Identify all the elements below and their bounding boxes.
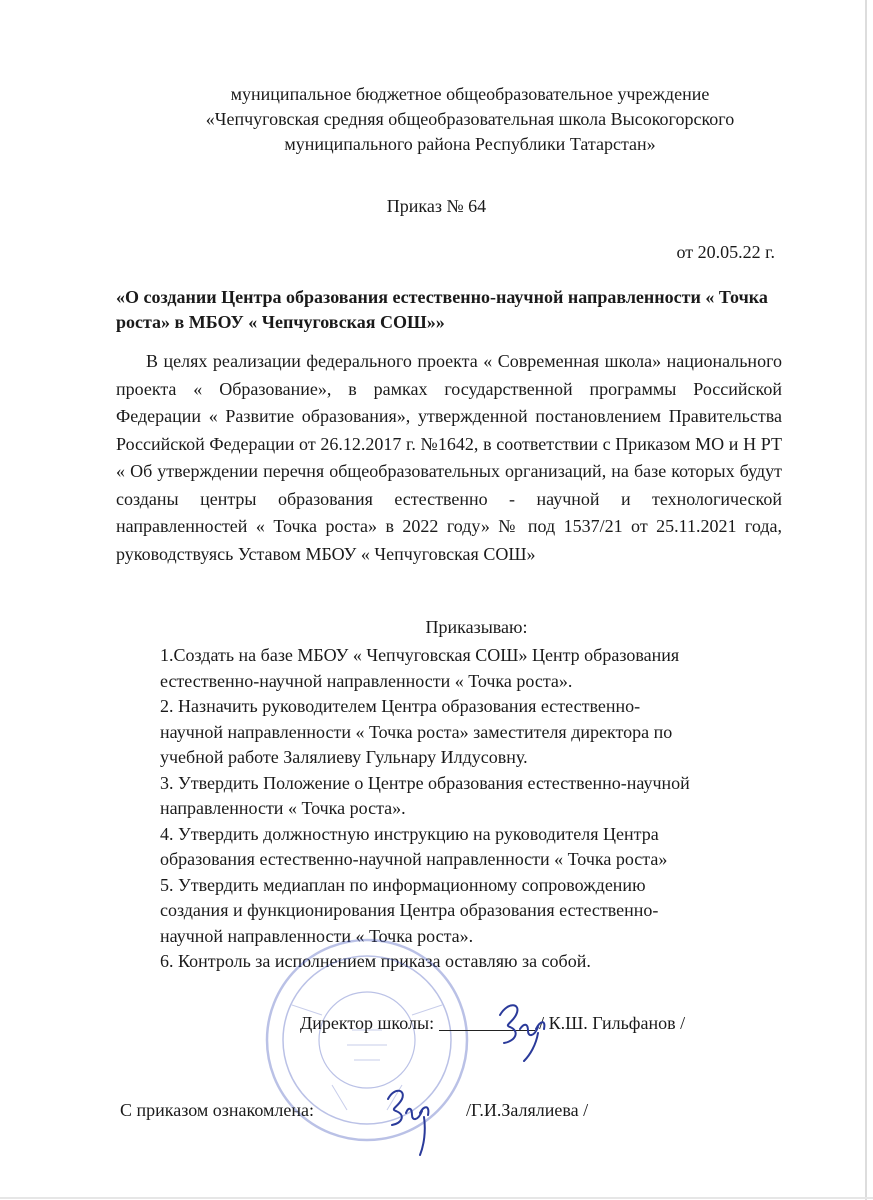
- institution-header: [150, 82, 790, 157]
- order-item-3-line-1: 3. Утвердить Положение о Центре образования естественно-научной: [160, 772, 690, 793]
- order-item-5-line-1: 5. Утвердить медиаплан по информационному сопровождению: [160, 874, 646, 895]
- director-handwritten-signature-icon: [486, 993, 556, 1063]
- order-number: Приказ № 64: [386, 196, 487, 216]
- order-item-5-line-3: научной направленности « Точка роста».: [160, 925, 474, 946]
- acknowledgement-handwritten-signature-icon: [380, 1083, 435, 1158]
- order-title: «О создании Центра образования естественно-научной направленности « Точка роста» в МБОУ « Чепчуговская СОШ»»: [116, 287, 768, 332]
- header-line-1: муниципальное бюджетное общеобразовательное учреждение: [230, 84, 710, 104]
- order-item-6-line-1: 6. Контроль за исполнением приказа оставляю за собой.: [160, 951, 591, 971]
- order-item-3-line-2: направленности « Точка роста».: [160, 798, 406, 818]
- acknowledgement-line: [120, 1100, 820, 1121]
- order-item-1-line-1: 1.Создать на базе МБОУ « Чепчуговская СОШ» Центр образования: [160, 645, 680, 665]
- order-item-1-line-2: естественно-научной направленности « Точка роста».: [160, 670, 573, 691]
- acknowledgement-label: С приказом ознакомлена:: [120, 1100, 314, 1120]
- director-name: / К.Ш. Гильфанов /: [539, 1013, 686, 1033]
- order-item-2-line-3: учебной работе Залялиеву Гульнару Илдусовну.: [160, 747, 528, 767]
- order-item-4-line-1: 4. Утвердить должностную инструкцию на руководителя Центра: [160, 823, 659, 844]
- prikaz-label: Приказываю:: [425, 617, 528, 637]
- header-line-2: «Чепчуговская средняя общеобразовательная школа Высокогорского: [205, 109, 735, 129]
- order-item-4-line-2: образования естественно-научной направленности « Точка роста»: [160, 849, 668, 869]
- acknowledgement-name: /Г.И.Залялиева /: [466, 1100, 589, 1120]
- order-date: от 20.05.22 г.: [676, 242, 775, 262]
- order-item-5-line-2: создания и функционирования Центра образования естественно-: [160, 900, 659, 920]
- order-item-2-line-2: научной направленности « Точка роста» заместителя директора по: [160, 721, 673, 742]
- preamble-paragraph: В целях реализации федерального проекта « Современная школа» национального проекта « Образование», в рамках государственной программы Российской Федерации « Развитие образования», утвержденной постановлением Правительства Российской Федерации от 26.12.2017 г. №1642, в соответствии с Приказом МО и Н РТ « Об утверждении перечня общеобразовательных организаций, на базе которых будут созданы центры образования естественно - научной и технологической направленностей « Точка роста» в 2022 году» № под 1537/21 от 25.11.2021 года, руководствуясь Уставом МБОУ « Чепчуговская СОШ»: [116, 351, 782, 564]
- order-item-2-line-1: 2. Назначить руководителем Центра образования естественно-: [160, 696, 641, 716]
- director-role-label: Директор школы:: [300, 1013, 435, 1033]
- order-items-list: [160, 643, 800, 975]
- header-line-3: муниципального района Республики Татарстан»: [284, 134, 656, 154]
